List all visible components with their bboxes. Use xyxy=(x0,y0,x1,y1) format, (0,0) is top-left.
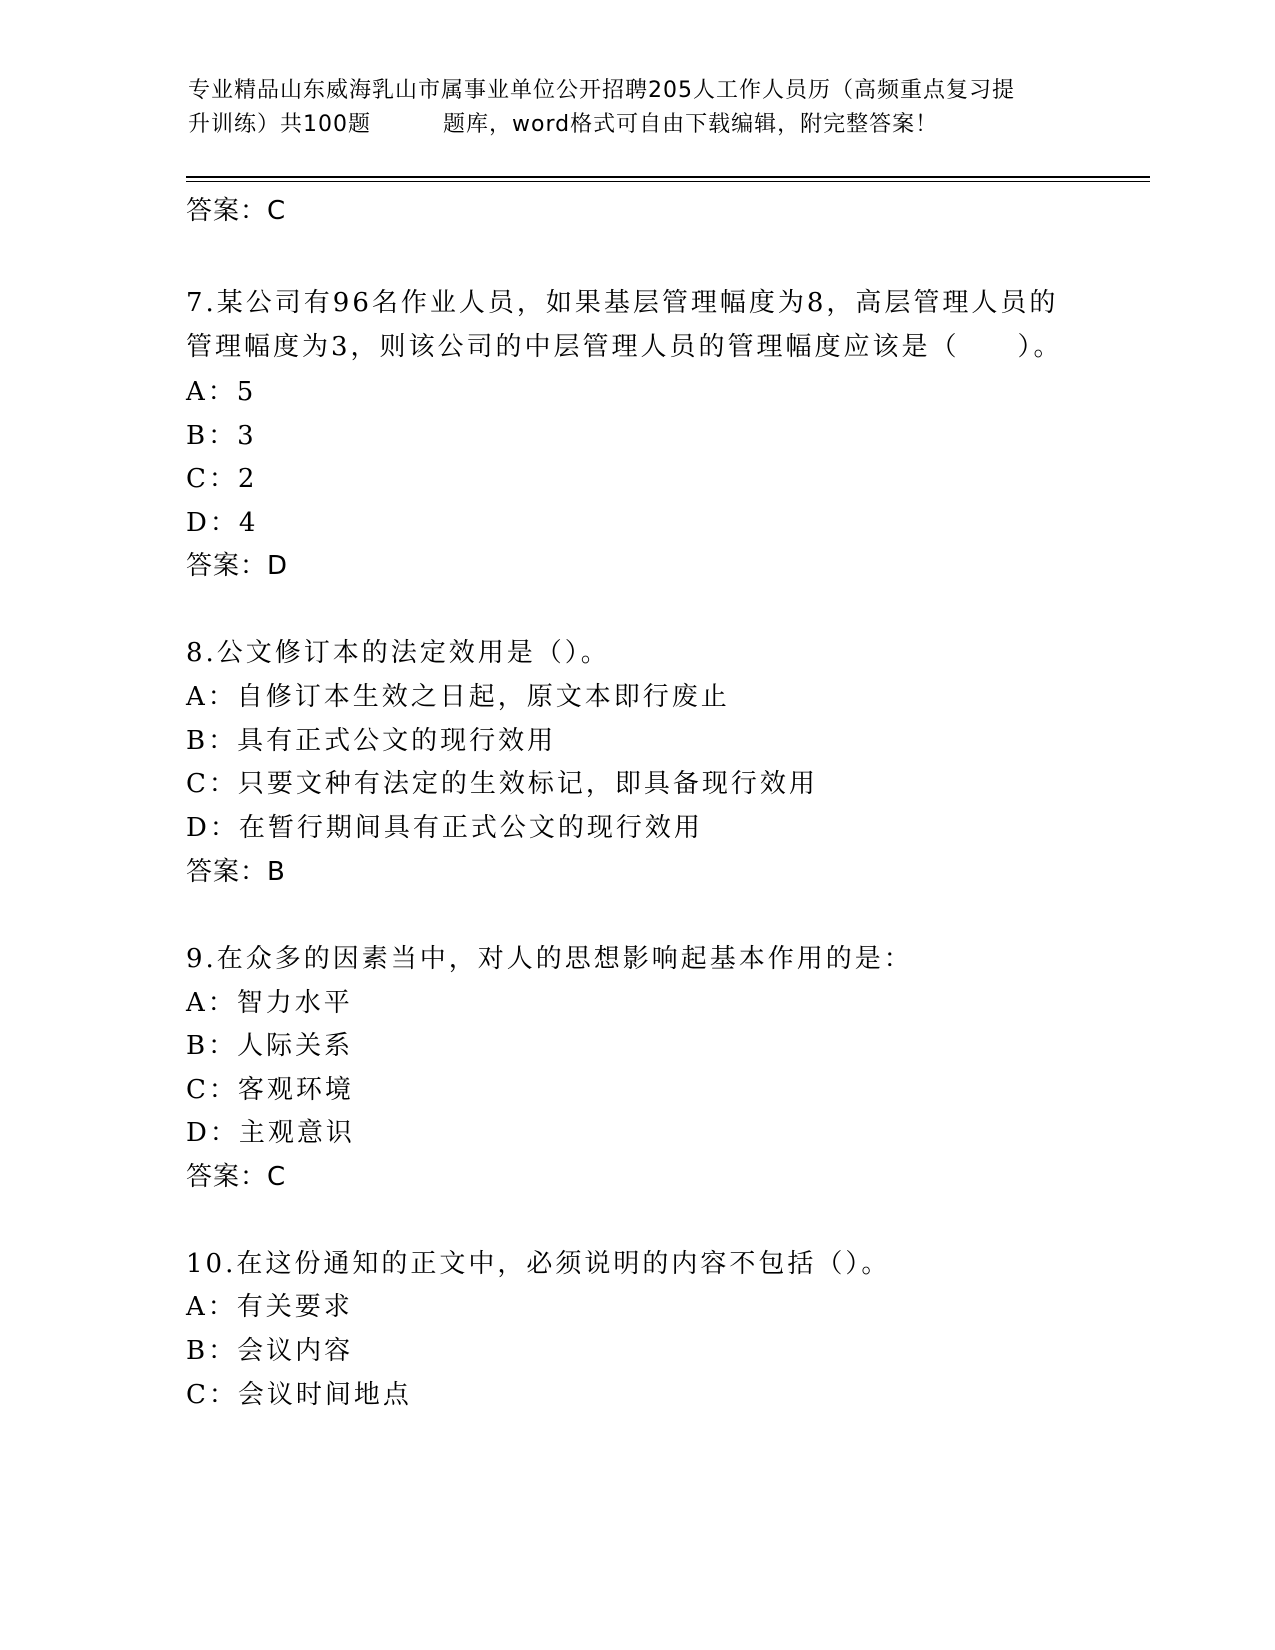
question-10-stem: 10.在这份通知的正文中，必须说明的内容不包括（）。 xyxy=(186,1249,891,1279)
header-divider-thin xyxy=(186,181,1150,182)
question-9-option-d: D：主观意识 xyxy=(186,1118,355,1148)
header-line2-right: 题库，word格式可自由下载编辑，附完整答案！ xyxy=(443,112,939,137)
question-9-option-c: C：客观环境 xyxy=(186,1075,354,1105)
question-7-stem-line2: 管理幅度为3，则该公司的中层管理人员的管理幅度应该是（ ）。 xyxy=(186,332,1063,362)
answer-previous: 答案：C xyxy=(186,196,287,226)
question-7-option-d: D：4 xyxy=(186,508,259,538)
question-7-option-b: B：3 xyxy=(186,421,257,451)
question-9-answer: 答案：C xyxy=(186,1162,287,1192)
question-8-stem: 8.公文修订本的法定效用是（）。 xyxy=(186,638,610,668)
question-10-option-a: A：有关要求 xyxy=(186,1292,353,1322)
page-header xyxy=(188,74,1088,142)
header-title-line1: 专业精品山东威海乳山市属事业单位公开招聘205人工作人员历（高频重点复习提 xyxy=(188,78,1015,103)
question-10-option-b: B：会议内容 xyxy=(186,1336,354,1366)
header-divider xyxy=(186,176,1150,178)
question-7-option-a: A：5 xyxy=(186,377,257,407)
question-9-option-a: A：智力水平 xyxy=(186,988,353,1018)
header-title-line2 xyxy=(188,108,1088,142)
question-8-answer: 答案：B xyxy=(186,857,286,887)
question-8-option-b: B：具有正式公文的现行效用 xyxy=(186,726,557,756)
header-line2-left: 升训练）共100题 xyxy=(188,112,371,137)
question-9-option-b: B：人际关系 xyxy=(186,1031,354,1061)
question-8-option-d: D：在暂行期间具有正式公文的现行效用 xyxy=(186,813,703,843)
question-8-option-c: C：只要文种有法定的生效标记，即具备现行效用 xyxy=(186,769,818,799)
question-10-option-c: C：会议时间地点 xyxy=(186,1380,412,1410)
question-9-stem: 9.在众多的因素当中，对人的思想影响起基本作用的是： xyxy=(186,944,913,974)
question-7-option-c: C：2 xyxy=(186,464,258,494)
question-7-stem-line1: 7.某公司有96名作业人员，如果基层管理幅度为8，高层管理人员的 xyxy=(186,288,1059,318)
question-7-answer: 答案：D xyxy=(186,551,289,581)
question-8-option-a: A：自修订本生效之日起，原文本即行废止 xyxy=(186,682,730,712)
